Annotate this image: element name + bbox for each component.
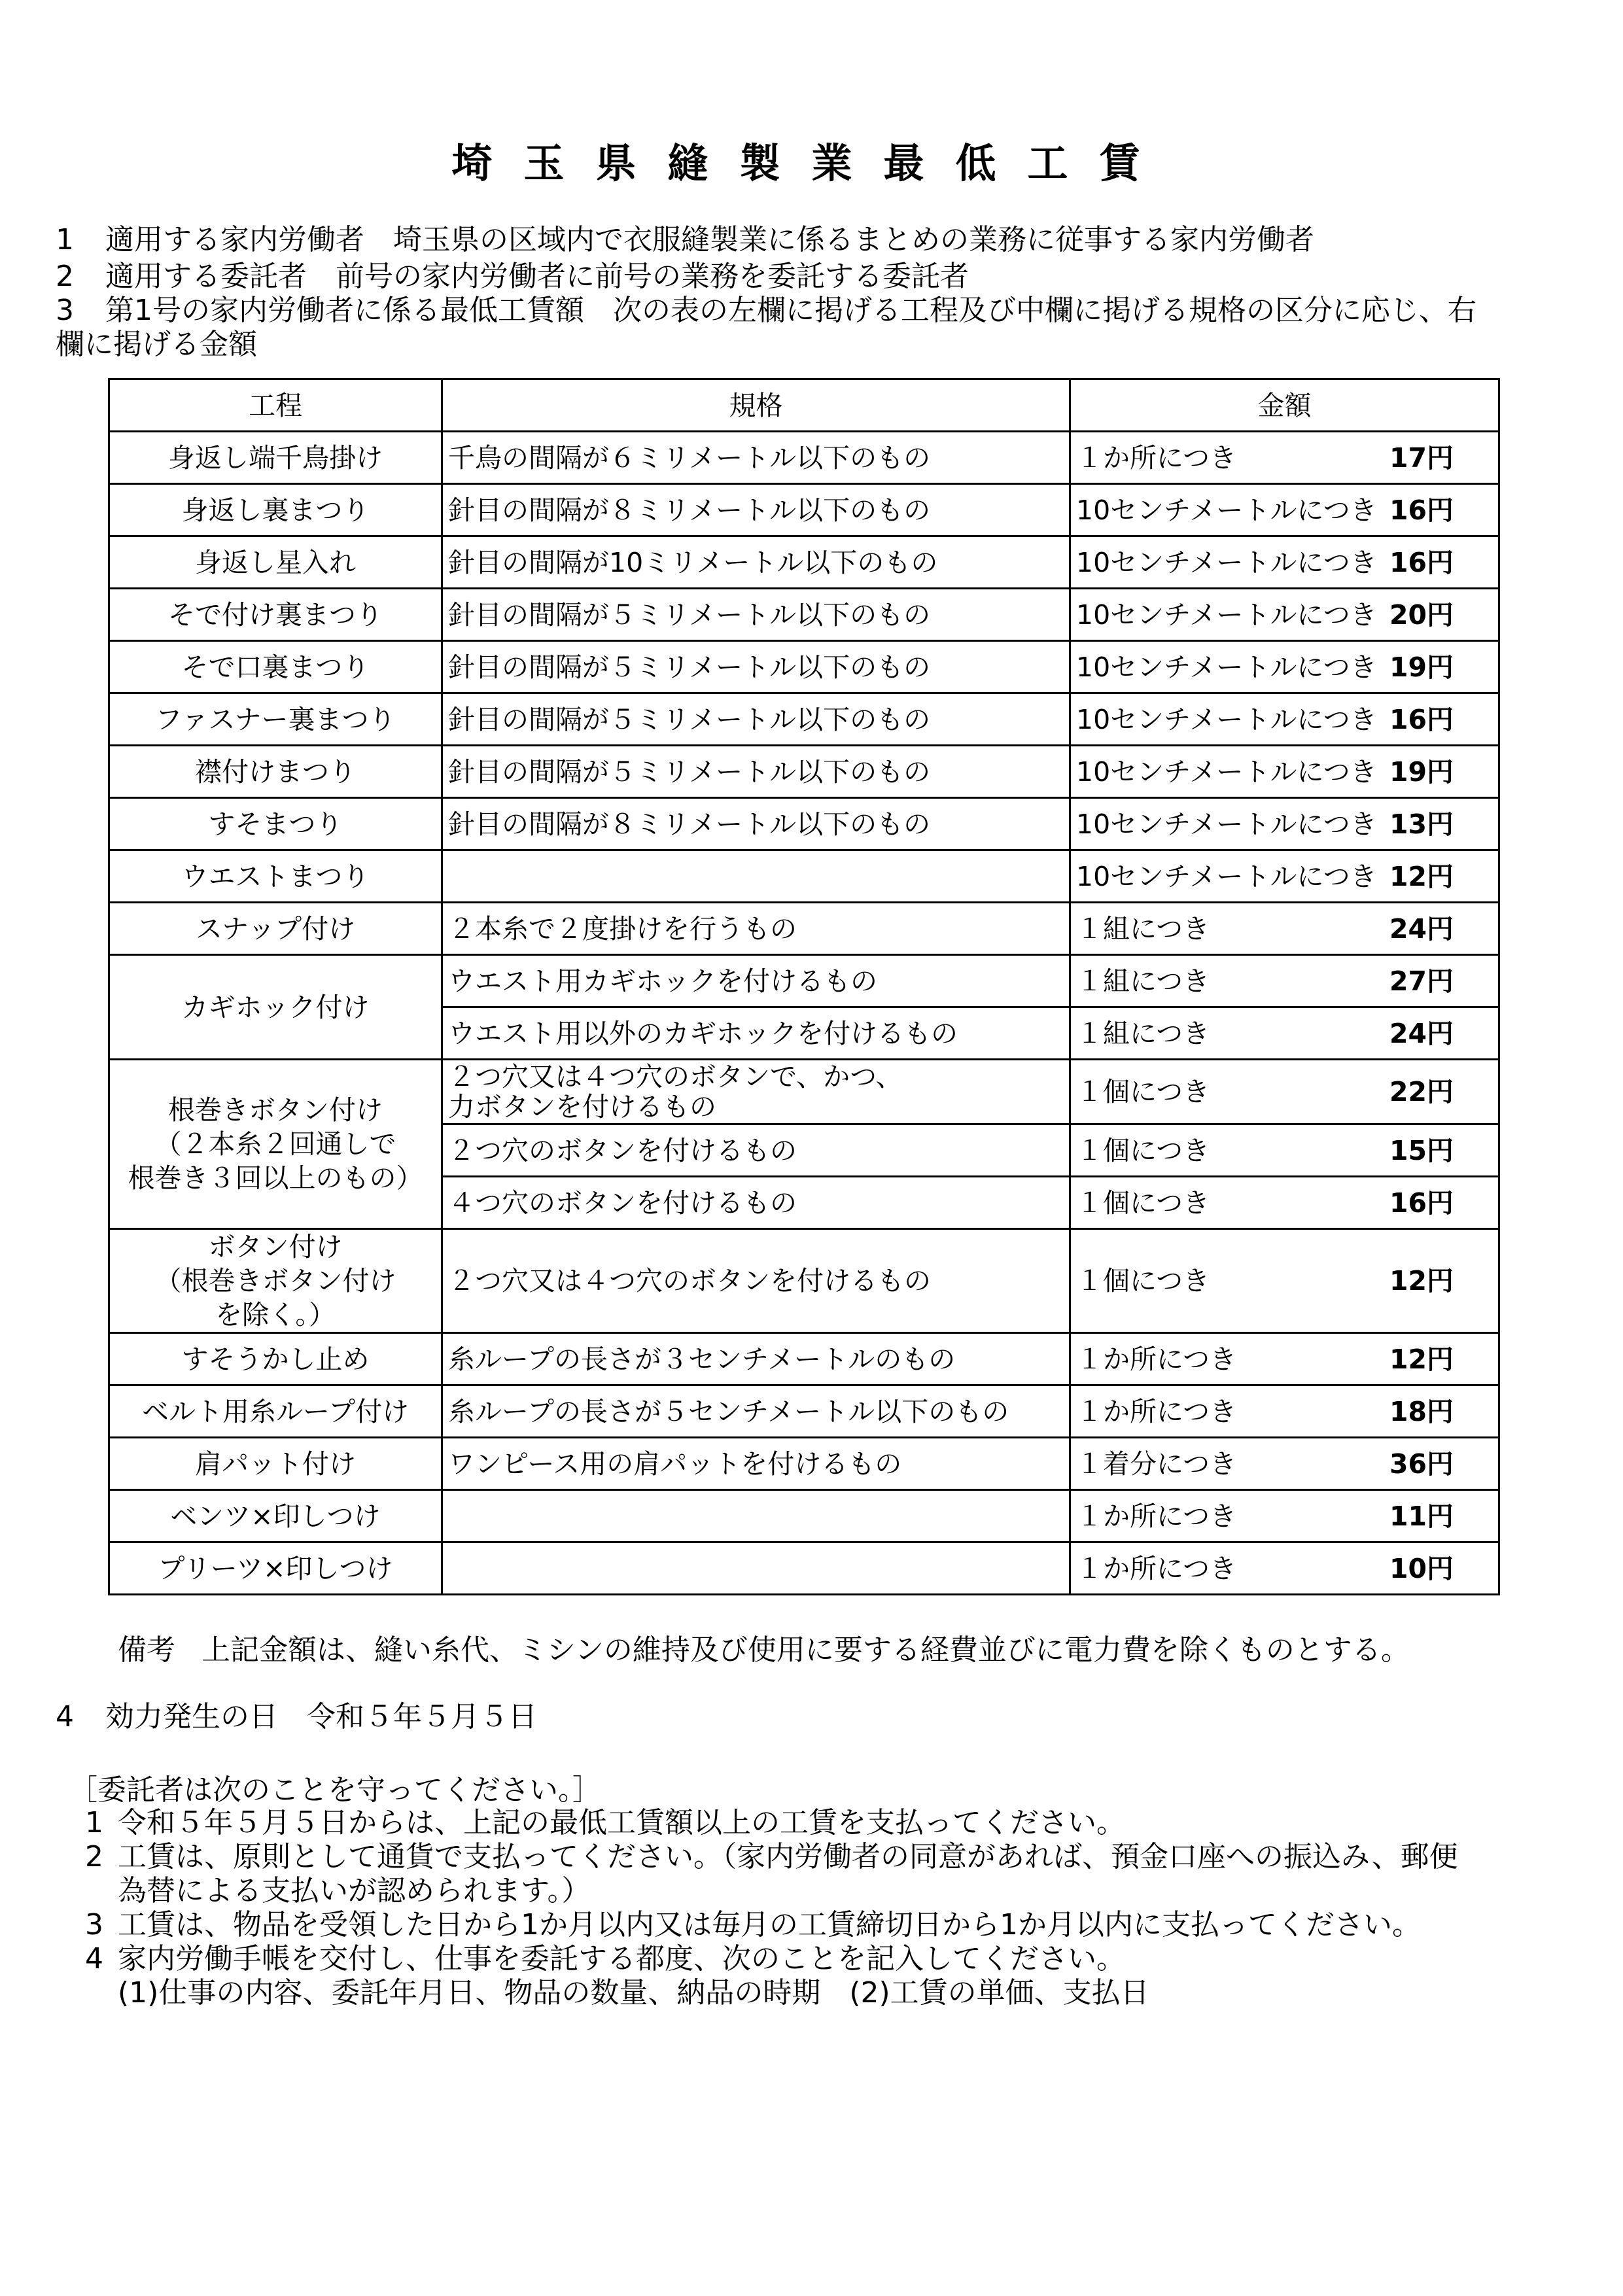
price-text: 19円 [1389,651,1454,683]
header-amount: 金額 [1070,379,1499,432]
price-text: 12円 [1389,1265,1454,1296]
process-cell: すそまつり [109,798,442,850]
spec-cell: 針目の間隔が８ミリメートル以下のもの [442,798,1070,850]
amount-cell [1070,1007,1499,1060]
table-row [109,432,1499,484]
intro-item-3-cont [56,328,257,361]
amount-cell [1070,641,1499,693]
table-row [109,693,1499,746]
table-row [109,798,1499,850]
item-number: 4 [85,1942,103,1975]
unit-text: １組につき [1076,965,1210,997]
process-line: 根巻き３回以上のもの） [128,1162,423,1194]
spec-cell [442,1060,1070,1124]
amount-cell [1070,1438,1499,1490]
process-cell: スナップ付け [109,903,442,955]
minimum-wage-table [108,378,1500,1595]
amount-cell [1070,1333,1499,1385]
price-text: 12円 [1389,860,1454,892]
unit-text: １着分につき [1076,1448,1237,1480]
effective-text: 効力発生の日 令和５年５月５日 [105,1700,537,1733]
item-number: 1 [85,1806,103,1839]
table-row [109,641,1499,693]
amount-cell [1070,1177,1499,1229]
spec-line: ２つ穴又は４つ穴のボタンで、かつ、 [448,1061,903,1092]
spec-cell: 針目の間隔が10ミリメートル以下のもの [442,536,1070,589]
effective-date [56,1701,537,1733]
remark [118,1626,1410,1668]
unit-text: １個につき [1076,1187,1210,1219]
notice-heading: ［委託者は次のことを守ってください。］ [69,1773,601,1807]
unit-text: １組につき [1076,913,1210,945]
spec-cell: ２つ穴のボタンを付けるもの [442,1124,1070,1177]
price-text: 17円 [1389,442,1454,474]
process-cell: すそうかし止め [109,1333,442,1385]
intro-item-1 [56,224,1314,256]
table-row [109,1490,1499,1542]
process-line: （根巻きボタン付け [154,1265,396,1296]
intro-item-2 [56,260,969,293]
unit-text: １か所につき [1076,1552,1237,1584]
price-text: 16円 [1389,494,1454,526]
remark-label: 備考 [118,1633,175,1667]
amount-cell [1070,536,1499,589]
process-line: を除く。） [215,1299,336,1331]
process-cell: ウエストまつり [109,850,442,903]
amount-cell [1070,1060,1499,1124]
table-row [109,484,1499,536]
process-line: （２本糸２回通しで [154,1128,396,1160]
price-text: 11円 [1389,1500,1454,1532]
table-row [109,1060,1499,1124]
notice-text: 家内労働手帳を交付し、仕事を委託する都度、次のことを記入してください。 [118,1942,1125,1975]
unit-text: １か所につき [1076,1343,1237,1375]
process-cell: ベルト用糸ループ付け [109,1385,442,1438]
unit-text: １か所につき [1076,1395,1237,1427]
intro-number: 1 [56,223,74,256]
table-row [109,536,1499,589]
process-cell: 身返し星入れ [109,536,442,589]
price-text: 36円 [1389,1448,1454,1480]
intro-text: 適用する委託者 前号の家内労働者に前号の業務を委託する委託者 [105,260,969,293]
spec-cell: ウエスト用以外のカギホックを付けるもの [442,1007,1070,1060]
table-row [109,1229,1499,1333]
price-text: 12円 [1389,1343,1454,1375]
amount-cell [1070,746,1499,798]
spec-line: 力ボタンを付けるもの [448,1091,716,1122]
unit-text: １個につき [1076,1134,1210,1166]
process-line: 根巻きボタン付け [168,1094,383,1126]
process-cell [109,1060,442,1229]
price-text: 24円 [1389,1017,1454,1049]
intro-number: 3 [56,294,74,327]
amount-cell [1070,484,1499,536]
spec-cell: 糸ループの長さが３センチメートルのもの [442,1333,1070,1385]
item-number: 4 [56,1700,74,1733]
unit-text: １組につき [1076,1017,1210,1049]
process-cell: 肩パット付け [109,1438,442,1490]
price-text: 10円 [1389,1552,1454,1584]
spec-cell: ２本糸で２度掛けを行うもの [442,903,1070,955]
process-cell: カギホック付け [109,955,442,1060]
amount-cell [1070,903,1499,955]
table-row [109,903,1499,955]
process-cell: 身返し裏まつり [109,484,442,536]
price-text: 18円 [1389,1395,1454,1427]
remark-text: 上記金額は、縫い糸代、ミシンの維持及び使用に要する経費並びに電力費を除くものとする。 [201,1633,1410,1667]
spec-cell: 針目の間隔が５ミリメートル以下のもの [442,693,1070,746]
amount-cell [1070,1542,1499,1595]
amount-cell [1070,1490,1499,1542]
notice-text: (1)仕事の内容、委託年月日、物品の数量、納品の時期 (2)工賃の単価、支払日 [118,1976,1149,2009]
notice-text: 令和５年５月５日からは、上記の最低工賃額以上の工賃を支払ってください。 [118,1806,1125,1839]
price-text: 15円 [1389,1134,1454,1166]
unit-text: １個につき [1076,1076,1210,1107]
process-cell: プリーツ×印しつけ [109,1542,442,1595]
process-cell: 襟付けまつり [109,746,442,798]
notice-text: 工賃は、原則として通貨で支払ってください。（家内労働者の同意があれば、預金口座への振込み、郵便 [118,1840,1458,1873]
notice-item-2-cont [118,1875,590,1907]
spec-cell: 千鳥の間隔が６ミリメートル以下のもの [442,432,1070,484]
amount-cell [1070,1124,1499,1177]
table-row [109,1385,1499,1438]
notice-text: 工賃は、物品を受領した日から1か月以内又は毎月の工賃締切日から1か月以内に支払ってください。 [118,1908,1421,1941]
spec-cell [442,1542,1070,1595]
spec-cell: 針目の間隔が５ミリメートル以下のもの [442,746,1070,798]
spec-cell: 糸ループの長さが５センチメートル以下のもの [442,1385,1070,1438]
table-row [109,850,1499,903]
price-text: 20円 [1389,599,1454,631]
table-row [109,589,1499,641]
spec-cell [442,850,1070,903]
notice-item-2 [85,1841,1458,1873]
unit-text: 10センチメートルにつき [1076,860,1377,892]
unit-text: 10センチメートルにつき [1076,494,1377,526]
price-text: 16円 [1389,1187,1454,1219]
unit-text: 10センチメートルにつき [1076,703,1377,735]
intro-text: 第1号の家内労働者に係る最低工賃額 次の表の左欄に掲げる工程及び中欄に掲げる規格の区分に応じ、右 [105,294,1476,327]
process-cell: 身返し端千鳥掛け [109,432,442,484]
document-title: 埼玉県縫製業最低工賃 [451,139,1172,187]
item-number: 3 [85,1908,103,1941]
notice-text: 為替による支払いが認められます。） [118,1874,591,1907]
item-number: 2 [85,1840,103,1873]
spec-cell: 針目の間隔が８ミリメートル以下のもの [442,484,1070,536]
amount-cell [1070,850,1499,903]
unit-text: 10センチメートルにつき [1076,756,1377,788]
intro-text: 適用する家内労働者 埼玉県の区域内で衣服縫製業に係るまとめの業務に従事する家内労働者 [105,223,1314,256]
spec-cell: ワンピース用の肩パットを付けるもの [442,1438,1070,1490]
table-row [109,1333,1499,1385]
process-cell: そで口裏まつり [109,641,442,693]
spec-cell: ２つ穴又は４つ穴のボタンを付けるもの [442,1229,1070,1333]
spec-cell: ウエスト用カギホックを付けるもの [442,955,1070,1007]
header-process: 工程 [109,379,442,432]
price-text: 16円 [1389,546,1454,578]
process-cell [109,1229,442,1333]
notice-item-4 [85,1943,1125,1975]
price-text: 22円 [1389,1076,1454,1107]
amount-cell [1070,1229,1499,1333]
process-cell: ベンツ×印しつけ [109,1490,442,1542]
notice-item-3 [85,1909,1421,1941]
amount-cell [1070,798,1499,850]
price-text: 19円 [1389,756,1454,788]
header-spec: 規格 [442,379,1070,432]
process-cell: そで付け裏まつり [109,589,442,641]
amount-cell [1070,589,1499,641]
unit-text: １個につき [1076,1265,1210,1296]
unit-text: 10センチメートルにつき [1076,651,1377,683]
amount-cell [1070,693,1499,746]
table-header-row [109,379,1499,432]
unit-text: 10センチメートルにつき [1076,546,1377,578]
process-line: ボタン付け [208,1231,343,1262]
table-row [109,1438,1499,1490]
price-text: 27円 [1389,965,1454,997]
price-text: 13円 [1389,808,1454,840]
amount-cell [1070,432,1499,484]
amount-cell [1070,955,1499,1007]
unit-text: 10センチメートルにつき [1076,808,1377,840]
unit-text: １か所につき [1076,1500,1237,1532]
spec-cell: 針目の間隔が５ミリメートル以下のもの [442,641,1070,693]
intro-item-3 [56,294,1476,327]
spec-cell: 針目の間隔が５ミリメートル以下のもの [442,589,1070,641]
intro-text: 欄に掲げる金額 [56,328,257,361]
spec-cell [442,1490,1070,1542]
notice-item-1 [85,1807,1125,1839]
unit-text: 10センチメートルにつき [1076,599,1377,631]
spec-cell: ４つ穴のボタンを付けるもの [442,1177,1070,1229]
table-row [109,746,1499,798]
table-row [109,1542,1499,1595]
intro-number: 2 [56,260,74,293]
table-row [109,955,1499,1007]
price-text: 16円 [1389,703,1454,735]
unit-text: １か所につき [1076,442,1237,474]
process-cell: ファスナー裏まつり [109,693,442,746]
notice-item-4-cont [118,1977,1149,2009]
price-text: 24円 [1389,913,1454,945]
amount-cell [1070,1385,1499,1438]
